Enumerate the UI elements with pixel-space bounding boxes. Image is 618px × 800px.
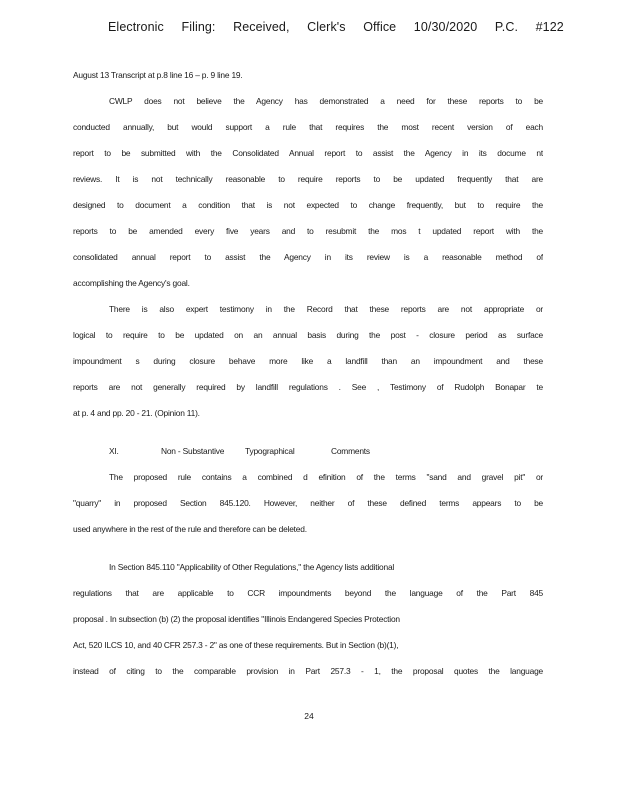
text-line: used anywhere in the rest of the rule and therefore can be deleted. (73, 524, 307, 534)
heading-word: Non - Substantive (161, 446, 225, 456)
text-line: regulations that are applicable to CCR impoundments beyond the language of the Part 845 (73, 588, 543, 598)
text-line: instead of citing to the comparable provision in Part 257.3 - 1, the proposal quotes the language (73, 666, 543, 676)
text-line: accomplishing the Agency's goal. (73, 278, 190, 288)
text-line: impoundment s during closure behave more like a landfill than an impoundment and these (73, 356, 543, 366)
text-line: reports to be amended every five years and to resubmit the mos t updated report with the (73, 226, 543, 236)
heading-number: XI. (109, 446, 119, 456)
text-line: designed to document a condition that is not expected to change frequently, but to require the (73, 200, 543, 210)
text-line: report to be submitted with the Consolidated Annual report to assist the Agency in its docume nt (73, 148, 543, 158)
text-line: proposal . In subsection (b) (2) the proposal identifies "Illinois Endangered Species Protection (73, 614, 400, 624)
page-number: 24 (304, 711, 314, 721)
section-heading (73, 438, 543, 464)
text-line: August 13 Transcript at p.8 line 16 – p. 9 line 19. (73, 70, 243, 80)
text-line: "quarry" in proposed Section 845.120. However, neither of these defined terms appears to be (73, 498, 543, 508)
heading-word: Comments (331, 446, 370, 456)
text-line: Act, 520 ILCS 10, and 40 CFR 257.3 - 2" as one of these requirements. But in Section (b)(1), (73, 640, 399, 650)
text-line: CWLP does not believe the Agency has demonstrated a need for these reports to be (109, 96, 543, 106)
text-line: reports are not generally required by landfill regulations . See , Testimony of Rudolph Bonapar te (73, 382, 543, 392)
text-line: conducted annually, but would support a rule that requires the most recent version of each (73, 122, 543, 132)
text-line: There is also expert testimony in the Record that these reports are not appropriate or (109, 304, 543, 314)
text-line: logical to require to be updated on an annual basis during the post - closure period as surface (73, 330, 543, 340)
text-line: reviews. It is not technically reasonable to require reports to be updated frequently that are (73, 174, 543, 184)
document-body (73, 62, 543, 684)
text-line: The proposed rule contains a combined d efinition of the terms "sand and gravel pit" or (109, 472, 543, 482)
text-line: In Section 845.110 "Applicability of Other Regulations," the Agency lists additional (109, 562, 395, 572)
text-line: at p. 4 and pp. 20 - 21. (Opinion 11). (73, 408, 200, 418)
text-line: consolidated annual report to assist the Agency in its review is a reasonable method of (73, 252, 543, 262)
heading-word: Typographical (245, 446, 295, 456)
filing-header: Electronic Filing: Received, Clerk's Office 10/30/2020 P.C. #122 (108, 20, 564, 34)
